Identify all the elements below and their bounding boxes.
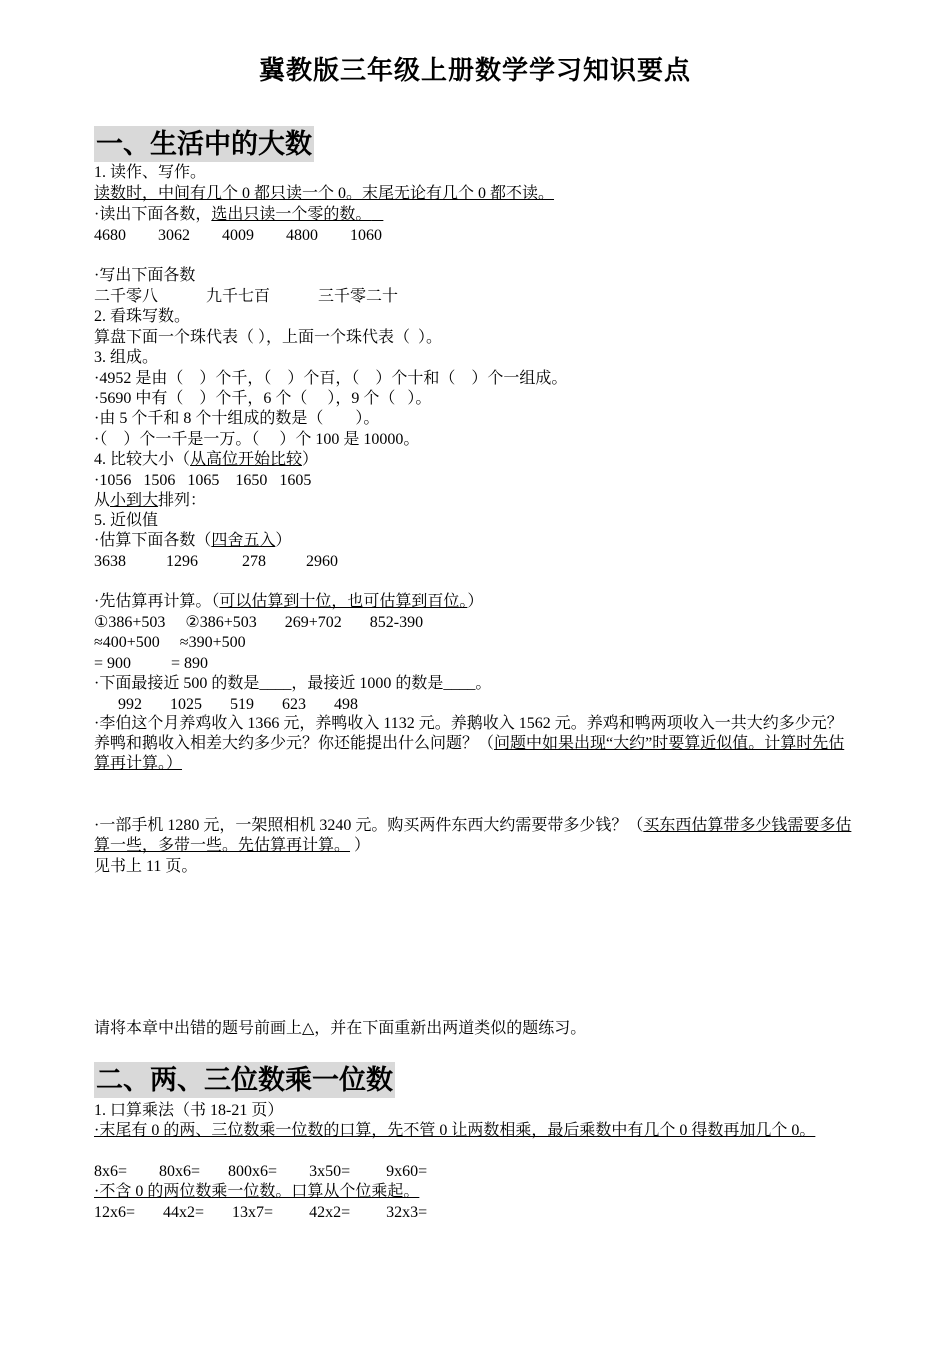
- approx-expressions: ≈400+500 ≈390+500: [94, 634, 246, 651]
- section-heading-large-numbers: 一、生活中的大数: [94, 126, 314, 162]
- rule-no-zero: ·不含 0 的两位数乘一位数。口算从个位乘起。: [94, 1183, 420, 1200]
- compare-numbers: ·1056 1506 1065 1650 1605: [94, 472, 312, 489]
- item-composition: 3. 组成。: [94, 349, 159, 366]
- exercise-read-numbers: ·读出下面各数，选出只读一个零的数。: [94, 206, 372, 223]
- item-compare: 4. 比较大小（从高位开始比较）: [94, 451, 319, 468]
- rule-trailing-zeros: ·末尾有 0 的两、三位数乘一位数的口算，先不管 0 让两数相乘，最后乘数中有几个 0 得数再加几个 0。: [94, 1122, 816, 1139]
- approx-results: = 900 = 890: [94, 655, 209, 672]
- estimate-numbers: 3638 1296 278 2960: [94, 553, 338, 570]
- composition-question-3: ·由 5 个千和 8 个十组成的数是（ ）。: [94, 410, 380, 427]
- calc-expressions: ①386+503 ②386+503 269+702 852-390: [94, 614, 424, 631]
- composition-question-2: ·5690 中有（ ）个千，6 个（ ），9 个（ ）。: [94, 390, 432, 407]
- closest-number-question: ·下面最接近 500 的数是____，最接近 1000 的数是____。: [94, 675, 492, 692]
- section-heading-multiplication: 二、两、三位数乘一位数: [94, 1062, 395, 1098]
- estimate-then-calculate: ·先估算再计算。（可以估算到十位，也可估算到百位。）: [94, 593, 484, 610]
- abacus-question: 算盘下面一个珠代表（ ），上面一个珠代表（ ）。: [94, 329, 443, 346]
- document-title: 冀教版三年级上册数学学习知识要点: [258, 56, 691, 85]
- word-problem-income: ·李伯这个月养鸡收入 1366 元，养鸭收入 1132 元。养鹅收入 1562 元。养鸡和鸭两项收入一共大约多少元？养鸭和鹅收入相差大约多少元？你还能提出什么问题？（问题中如果出现“大约”时要算近似值。计算时先估算再计算。）: [94, 715, 845, 772]
- textbook-reference: 见书上 11 页。: [94, 858, 198, 875]
- item-read-write: 1. 读作、写作。: [94, 164, 207, 181]
- sort-instruction: 从小到大排列：: [94, 492, 207, 509]
- rule-reading-zeros: 读数时，中间有几个 0 都只读一个 0。末尾无论有几个 0 都不读。: [94, 185, 555, 202]
- composition-question-4: ·（ ）个一千是一万。（ ）个 100 是 10000。: [94, 431, 420, 448]
- error-practice-instruction: 请将本章中出错的题号前画上△，并在下面重新出两道类似的题练习。: [94, 1020, 587, 1037]
- estimate-instruction: ·估算下面各数（四舍五入）: [94, 532, 292, 549]
- exercise-two-digit: 12x6= 44x2= 13x7= 42x2= 32x3=: [94, 1204, 428, 1221]
- word-problem-phone-camera: ·一部手机 1280 元，一架照相机 3240 元。购买两件东西大约需要带多少钱？（买东西估算带多少钱需要多估算一些，多带一些。先估算再计算。 ）: [94, 817, 852, 854]
- exercise-zeros: 8x6= 80x6= 800x6= 3x50= 9x60=: [94, 1163, 428, 1180]
- composition-question-1: ·4952 是由（ ）个千，（ ）个百，（ ）个十和（ ）个一组成。: [94, 370, 568, 387]
- item-mental-multiplication: 1. 口算乘法（书 18-21 页）: [94, 1102, 284, 1119]
- item-abacus: 2. 看珠写数。: [94, 308, 191, 325]
- exercise-write-numbers: ·写出下面各数: [94, 267, 196, 284]
- chinese-numbers-list: 二千零八 九千七百 三千零二十: [94, 288, 399, 305]
- number-list: 4680 3062 4009 4800 1060: [94, 227, 382, 244]
- closest-number-options: 992 1025 519 623 498: [94, 696, 358, 713]
- item-approximation: 5. 近似值: [94, 512, 159, 529]
